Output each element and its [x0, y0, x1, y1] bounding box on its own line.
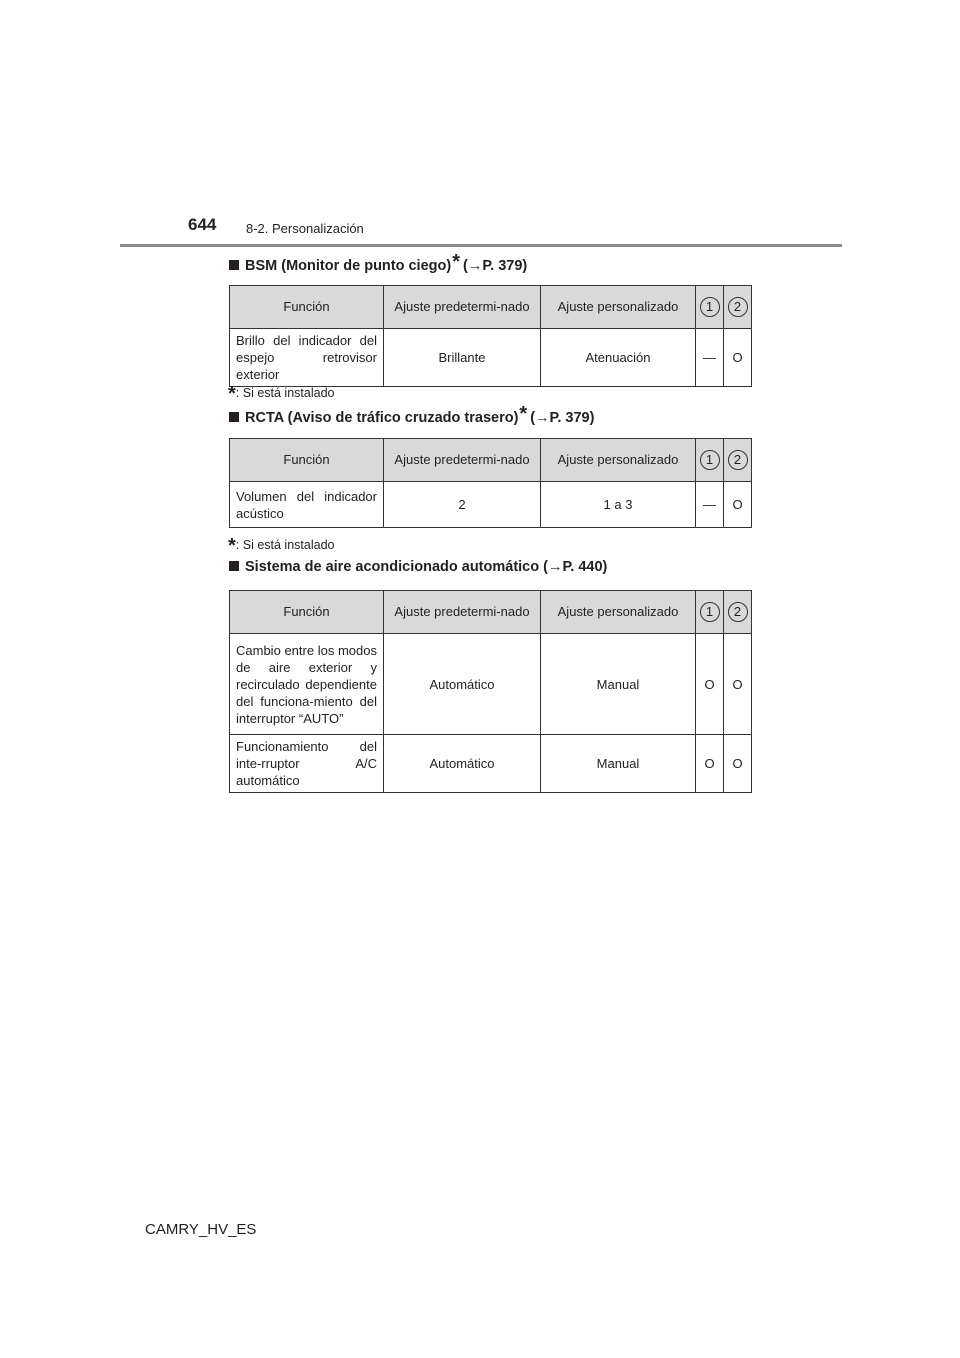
header-default: Ajuste predetermi-nado	[384, 591, 541, 634]
cell-col1: O	[696, 735, 724, 793]
header-custom: Ajuste personalizado	[541, 286, 696, 329]
square-bullet-icon	[229, 260, 239, 270]
arrow-icon: →	[547, 559, 563, 575]
circled-number-2: 2	[728, 450, 748, 470]
header-col1	[696, 439, 724, 482]
square-bullet-icon	[229, 412, 239, 422]
footnote-rcta: *: Si está instalado	[228, 535, 335, 557]
header-col2	[724, 591, 752, 634]
heading-bsm: BSM (Monitor de punto ciego)* (→P. 379)	[229, 253, 527, 276]
cell-function: Volumen del indicador acústico	[230, 482, 384, 528]
heading-ac: Sistema de aire acondicionado automático (→P. 440)	[229, 559, 607, 575]
page-reference: P. 379)	[482, 258, 528, 274]
header-col1	[696, 286, 724, 329]
header-default: Ajuste predetermi-nado	[384, 286, 541, 329]
asterisk-icon: *	[452, 251, 460, 273]
table-row	[230, 735, 752, 793]
cell-col1: —	[696, 482, 724, 528]
asterisk-icon: *	[228, 535, 236, 557]
header-function: Función	[230, 286, 384, 329]
header-function: Función	[230, 439, 384, 482]
header-col1	[696, 591, 724, 634]
arrow-icon: →	[467, 258, 483, 274]
cell-default: 2	[384, 482, 541, 528]
asterisk-icon: *	[228, 383, 236, 405]
cell-function: Brillo del indicador del espejo retrovisor exterior	[230, 329, 384, 387]
header-default: Ajuste predetermi-nado	[384, 439, 541, 482]
settings-table-bsm	[229, 285, 752, 387]
header-col2	[724, 286, 752, 329]
header-custom: Ajuste personalizado	[541, 439, 696, 482]
cell-col2: O	[724, 329, 752, 387]
cell-custom: Manual	[541, 735, 696, 793]
heading-rcta: RCTA (Aviso de tráfico cruzado trasero)* (→P. 379)	[229, 405, 594, 428]
circled-number-2: 2	[728, 297, 748, 317]
cell-col1: —	[696, 329, 724, 387]
cell-custom: Manual	[541, 634, 696, 735]
table-header-row	[230, 591, 752, 634]
cell-col2: O	[724, 482, 752, 528]
heading-title: RCTA (Aviso de tráfico cruzado trasero)	[245, 410, 519, 426]
circled-number-1: 1	[700, 297, 720, 317]
heading-title: Sistema de aire acondicionado automático	[245, 559, 540, 575]
arrow-icon: →	[535, 410, 550, 426]
asterisk-icon: *	[519, 403, 528, 425]
header-col2	[724, 439, 752, 482]
table-row	[230, 634, 752, 735]
settings-table-ac	[229, 590, 752, 793]
table-row	[230, 329, 752, 387]
header-custom: Ajuste personalizado	[541, 591, 696, 634]
table-header-row	[230, 439, 752, 482]
cell-col2: O	[724, 735, 752, 793]
cell-col2: O	[724, 634, 752, 735]
cell-function: Funcionamiento del inte-rruptor A/C automático	[230, 735, 384, 793]
settings-table-rcta	[229, 438, 752, 528]
circled-number-2: 2	[728, 602, 748, 622]
table-header-row	[230, 286, 752, 329]
cell-default: Brillante	[384, 329, 541, 387]
circled-number-1: 1	[700, 602, 720, 622]
cell-default: Automático	[384, 735, 541, 793]
footnote-bsm: *: Si está instalado	[228, 383, 335, 405]
cell-function: Cambio entre los modos de aire exterior y recirculado dependiente del funciona-miento del interruptor “AUTO”	[230, 634, 384, 735]
cell-custom: 1 a 3	[541, 482, 696, 528]
cell-col1: O	[696, 634, 724, 735]
footer-model: CAMRY_HV_ES	[145, 1221, 257, 1238]
page-reference: P. 379)	[549, 410, 595, 426]
header-rule	[120, 244, 842, 247]
cell-custom: Atenuación	[541, 329, 696, 387]
heading-title: BSM (Monitor de punto ciego)	[245, 258, 452, 274]
section-title: 8-2. Personalización	[246, 221, 364, 236]
page-number: 644	[188, 215, 217, 234]
circled-number-1: 1	[700, 450, 720, 470]
cell-default: Automático	[384, 634, 541, 735]
table-row	[230, 482, 752, 528]
header-function: Función	[230, 591, 384, 634]
square-bullet-icon	[229, 561, 239, 571]
page-reference: P. 440)	[562, 559, 608, 575]
